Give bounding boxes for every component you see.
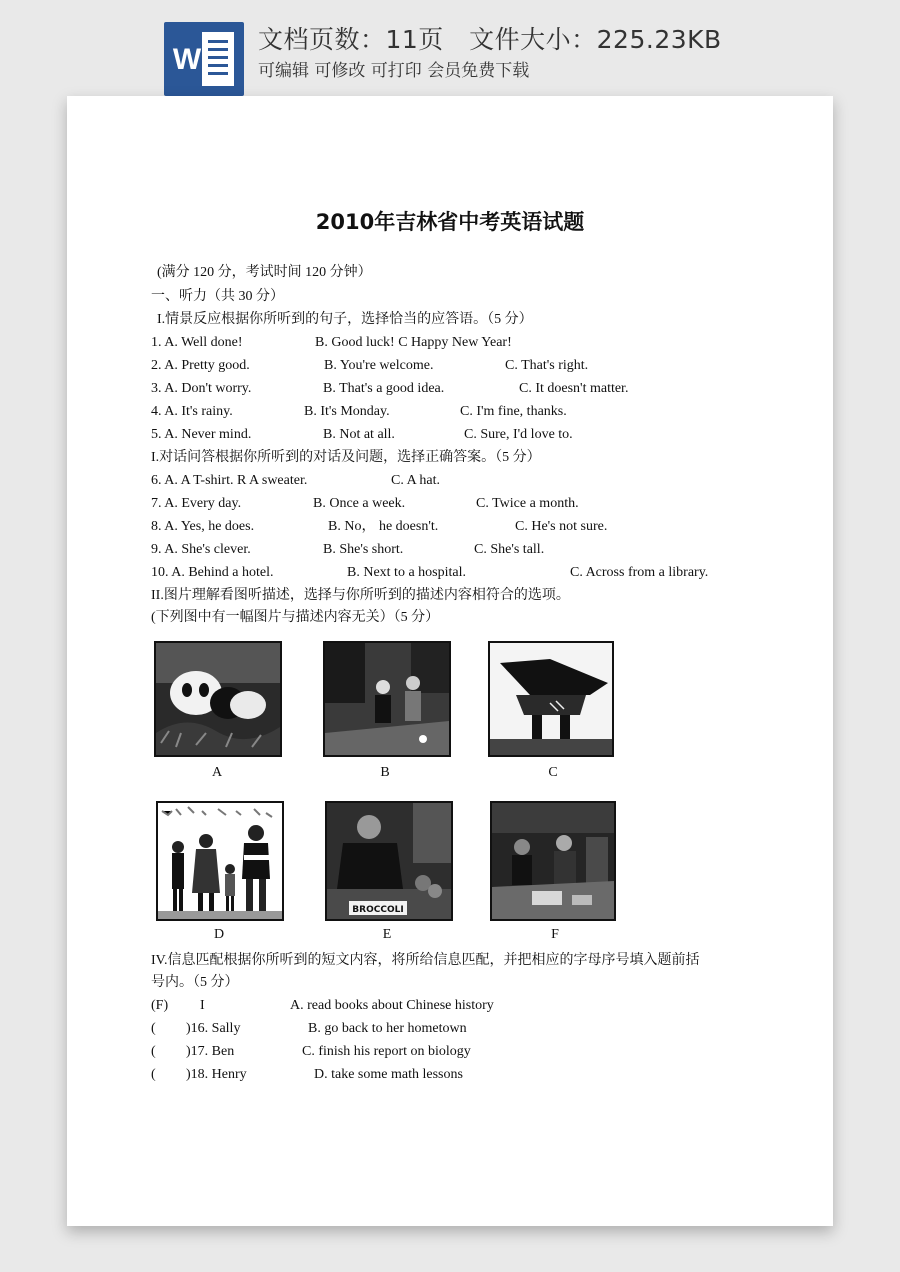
matching-row xyxy=(151,997,751,1015)
picture-label: D xyxy=(213,927,225,942)
word-page-graphic xyxy=(202,32,234,86)
part-heading: I.情景反应根据你所听到的句子，选择恰当的应答语。（5 分） xyxy=(157,312,533,327)
part-heading-continued: 号内。（5 分） xyxy=(151,975,239,990)
option-a: 10. A. Behind a hotel. xyxy=(151,565,274,580)
question-row xyxy=(151,426,751,444)
picture-a-panda xyxy=(154,641,282,757)
question-row xyxy=(151,334,751,352)
option-c: C. A hat. xyxy=(391,473,441,488)
option-c: C. She's tall. xyxy=(474,542,545,557)
file-info: 文档页数：11页 文件大小：225.23KB xyxy=(258,25,722,54)
person-name: )16. Sally xyxy=(186,1021,241,1036)
question-row xyxy=(151,518,751,536)
word-letter: W xyxy=(172,43,202,76)
picture-label: B xyxy=(380,765,390,780)
question-row xyxy=(151,564,771,582)
picture-label: C xyxy=(548,765,558,780)
option-a: 4. A. It's rainy. xyxy=(151,404,233,419)
option-a: 9. A. She's clever. xyxy=(151,542,251,557)
part-note: (下列图中有一幅图片与描述内容无关）（5 分） xyxy=(151,610,440,625)
option-b: B. Not at all. xyxy=(323,427,395,442)
matching-row xyxy=(151,1066,751,1084)
picture-b-people-playing xyxy=(323,641,451,757)
match-option: D. take some math lessons xyxy=(314,1067,463,1082)
option-c: C. Sure, I'd love to. xyxy=(464,427,573,442)
question-row xyxy=(151,472,751,490)
option-c: C. Across from a library. xyxy=(570,565,709,580)
option-a: 1. A. Well done! xyxy=(151,335,243,350)
answer-bracket: ( xyxy=(151,1067,156,1082)
picture-f-market xyxy=(490,801,616,921)
option-b: B. Once a week. xyxy=(313,496,406,511)
option-a: 5. A. Never mind. xyxy=(151,427,252,442)
download-banner xyxy=(0,0,900,96)
option-b: B. She's short. xyxy=(323,542,404,557)
option-c: C. It doesn't matter. xyxy=(519,381,629,396)
option-b: B. It's Monday. xyxy=(304,404,390,419)
match-option: B. go back to her hometown xyxy=(308,1021,467,1036)
question-row xyxy=(151,541,751,559)
option-b: B. That's a good idea. xyxy=(323,381,445,396)
option-a: 2. A. Pretty good. xyxy=(151,358,250,373)
picture-label: A xyxy=(211,765,223,780)
question-row xyxy=(151,357,751,375)
matching-row xyxy=(151,1020,751,1038)
document-title: 2010年吉林省中考英语试题 xyxy=(315,210,585,234)
option-a: 6. A. A T-shirt. R A sweater. xyxy=(151,473,308,488)
option-b: B. Next to a hospital. xyxy=(347,565,466,580)
option-b: B. Good luck! C Happy New Year! xyxy=(315,335,512,350)
picture-c-pavilion xyxy=(488,641,614,757)
picture-d-family-walking xyxy=(156,801,284,921)
option-b: B. No， he doesn't. xyxy=(328,519,439,534)
answer-bracket: (F) xyxy=(151,998,169,1013)
feature-list: 可编辑 可修改 可打印 会员免费下载 xyxy=(258,61,530,81)
word-document-icon xyxy=(164,22,244,96)
option-c: C. That's right. xyxy=(505,358,589,373)
picture-label: F xyxy=(551,927,559,942)
question-row xyxy=(151,495,751,513)
part-heading: IV.信息匹配根据你所听到的短文内容，将所给信息匹配，并把相应的字母序号填入题前括 xyxy=(151,953,700,968)
answer-bracket: ( xyxy=(151,1021,156,1036)
picture-e-vegetable-stall xyxy=(325,801,453,921)
broccoli-sign-text: BROCCOLI xyxy=(352,905,404,915)
option-c: C. I'm fine, thanks. xyxy=(460,404,567,419)
person-name: )18. Henry xyxy=(186,1067,247,1082)
person-name: )17. Ben xyxy=(186,1044,235,1059)
part-heading: I.对话问答根据你所听到的对话及问题，选择正确答案。（5 分） xyxy=(151,450,541,465)
match-option: C. finish his report on biology xyxy=(302,1044,471,1059)
matching-row xyxy=(151,1043,751,1061)
question-row xyxy=(151,403,751,421)
option-c: C. Twice a month. xyxy=(476,496,579,511)
option-b: B. You're welcome. xyxy=(324,358,434,373)
document-page xyxy=(67,96,833,1226)
option-c: C. He's not sure. xyxy=(515,519,608,534)
answer-bracket: ( xyxy=(151,1044,156,1059)
section-heading: 一、听力（共 30 分） xyxy=(151,289,284,304)
match-option: A. read books about Chinese history xyxy=(290,998,494,1013)
score-note: (满分 120 分，考试时间 120 分钟） xyxy=(157,265,372,280)
option-a: 3. A. Don't worry. xyxy=(151,381,252,396)
question-row xyxy=(151,380,751,398)
option-a: 7. A. Every day. xyxy=(151,496,242,511)
part-heading: II.图片理解看图听描述，选择与你所听到的描述内容相符合的选项。 xyxy=(151,588,570,603)
person-name: I xyxy=(200,998,205,1013)
picture-label: E xyxy=(382,927,392,942)
option-a: 8. A. Yes, he does. xyxy=(151,519,255,534)
